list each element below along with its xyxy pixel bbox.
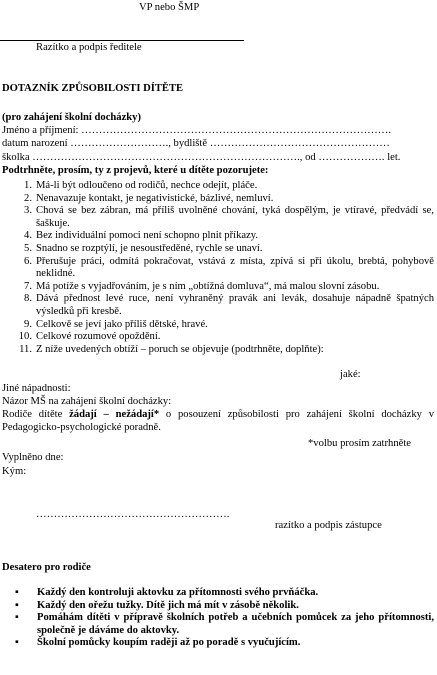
deputy-signature-label: razítko a podpis zástupce xyxy=(275,520,382,531)
name-field: Jméno a příjmení: ……………………………………………………………………………. xyxy=(2,125,392,136)
item11-suffix: jaké: xyxy=(340,369,361,380)
list-item: 2. Nenavazuje kontakt, je negativistické, bázlivé, nemluví. xyxy=(24,192,274,204)
addressee-label: VP nebo ŠMP xyxy=(139,2,200,13)
document-title: DOTAZNÍK ZPŮSOBILOSTI DÍTĚTE xyxy=(2,83,184,94)
list-item: 10. Celkové rozumové opoždění. xyxy=(18,331,161,343)
filled-date-label: Vyplněno dne: xyxy=(2,452,64,463)
filled-by-label: Kým: xyxy=(2,466,27,477)
list-item: 7. Má potíže s vyjadřováním, je s ním „obtížná domluva“, má malou slovní zásobu. xyxy=(24,280,380,292)
list-item: ▪ Každý den ořežu tužky. Dítě jich má mít v zásobě několik. xyxy=(15,599,299,611)
symptom-list xyxy=(0,180,434,356)
birth-residence-field: datum narození ………………………., bydliště …………………………………………… xyxy=(2,138,390,149)
parents-rules-list xyxy=(0,587,434,650)
signature-dots: ………………………………………………. xyxy=(36,509,230,520)
other-notes-label: Jiné nápadnosti: xyxy=(2,383,71,394)
document-subtitle: (pro zahájení školní docházky) xyxy=(2,112,142,123)
list-item: 4. Bez individuální pomoci není schopno plnit příkazy. xyxy=(24,230,259,242)
footnote: *volbu prosím zatrhněte xyxy=(308,438,411,449)
list-item: 1. Má-li být odloučeno od rodičů, nechce odejít, pláče. xyxy=(24,180,258,191)
signature-line xyxy=(0,40,244,41)
kindergarten-opinion-label: Názor MŠ na zahájení školní docházky: xyxy=(2,396,172,407)
list-item: 6. Přerušuje práci, odmítá pokračovat, vstává z místa, zpívá si při úkolu, brebtá, pohybově neklidné. xyxy=(24,255,434,280)
bullet-icon: ▪ xyxy=(15,599,19,611)
bullet-icon: ▪ xyxy=(15,637,19,649)
list-item: ▪ Každý den kontroluji aktovku za přítomnosti svého prvňáčka. xyxy=(15,587,319,598)
parents-section-title: Desatero pro rodiče xyxy=(2,562,91,573)
director-signature-label: Razítko a podpis ředitele xyxy=(36,42,142,53)
list-item: 9. Celkově se jeví jako příliš dětské, hravé. xyxy=(24,318,208,330)
bullet-icon: ▪ xyxy=(15,587,19,598)
list-item: 8. Dává přednost levé ruce, není vyhraněný pravák ani levák, dosahuje nápadně špatných výsledků při kresbě. xyxy=(24,293,434,317)
parents-request-paragraph: Rodiče dítěte žádají – nežádají* o posouzení způsobilosti pro zahájení školní docházky v Pedagogicko-psychologické poradně. xyxy=(2,409,434,433)
list-item: ▪ Pomáhám dítěti v přípravě školních potřeb a učebních pomůcek za jeho přítomnosti, společně je dáváme do aktovky. xyxy=(15,612,434,636)
list-item: ▪ Školní pomůcky koupím raději až po poradě s vyučujícím. xyxy=(15,637,301,649)
kindergarten-field: školka …………………………………………………………………., od ………………. let. xyxy=(2,152,401,163)
bullet-icon: ▪ xyxy=(15,612,19,624)
list-item: 11. Z níže uvedených obtíží – poruch se objevuje (podtrhněte, doplňte): xyxy=(19,343,324,355)
instruction-text: Podtrhněte, prosím, ty z projevů, které u dítěte pozorujete: xyxy=(2,165,269,176)
list-item: 5. Snadno se rozptýlí, je nesoustředěné, rychle se unaví. xyxy=(24,242,263,254)
list-item: 3. Chová se bez zábran, má příliš uvolněné chování, tyká dospělým, je vtíravé, předvádí se, šaškuje. xyxy=(24,205,434,229)
request-choice: žádají – nežádají* xyxy=(69,409,160,420)
